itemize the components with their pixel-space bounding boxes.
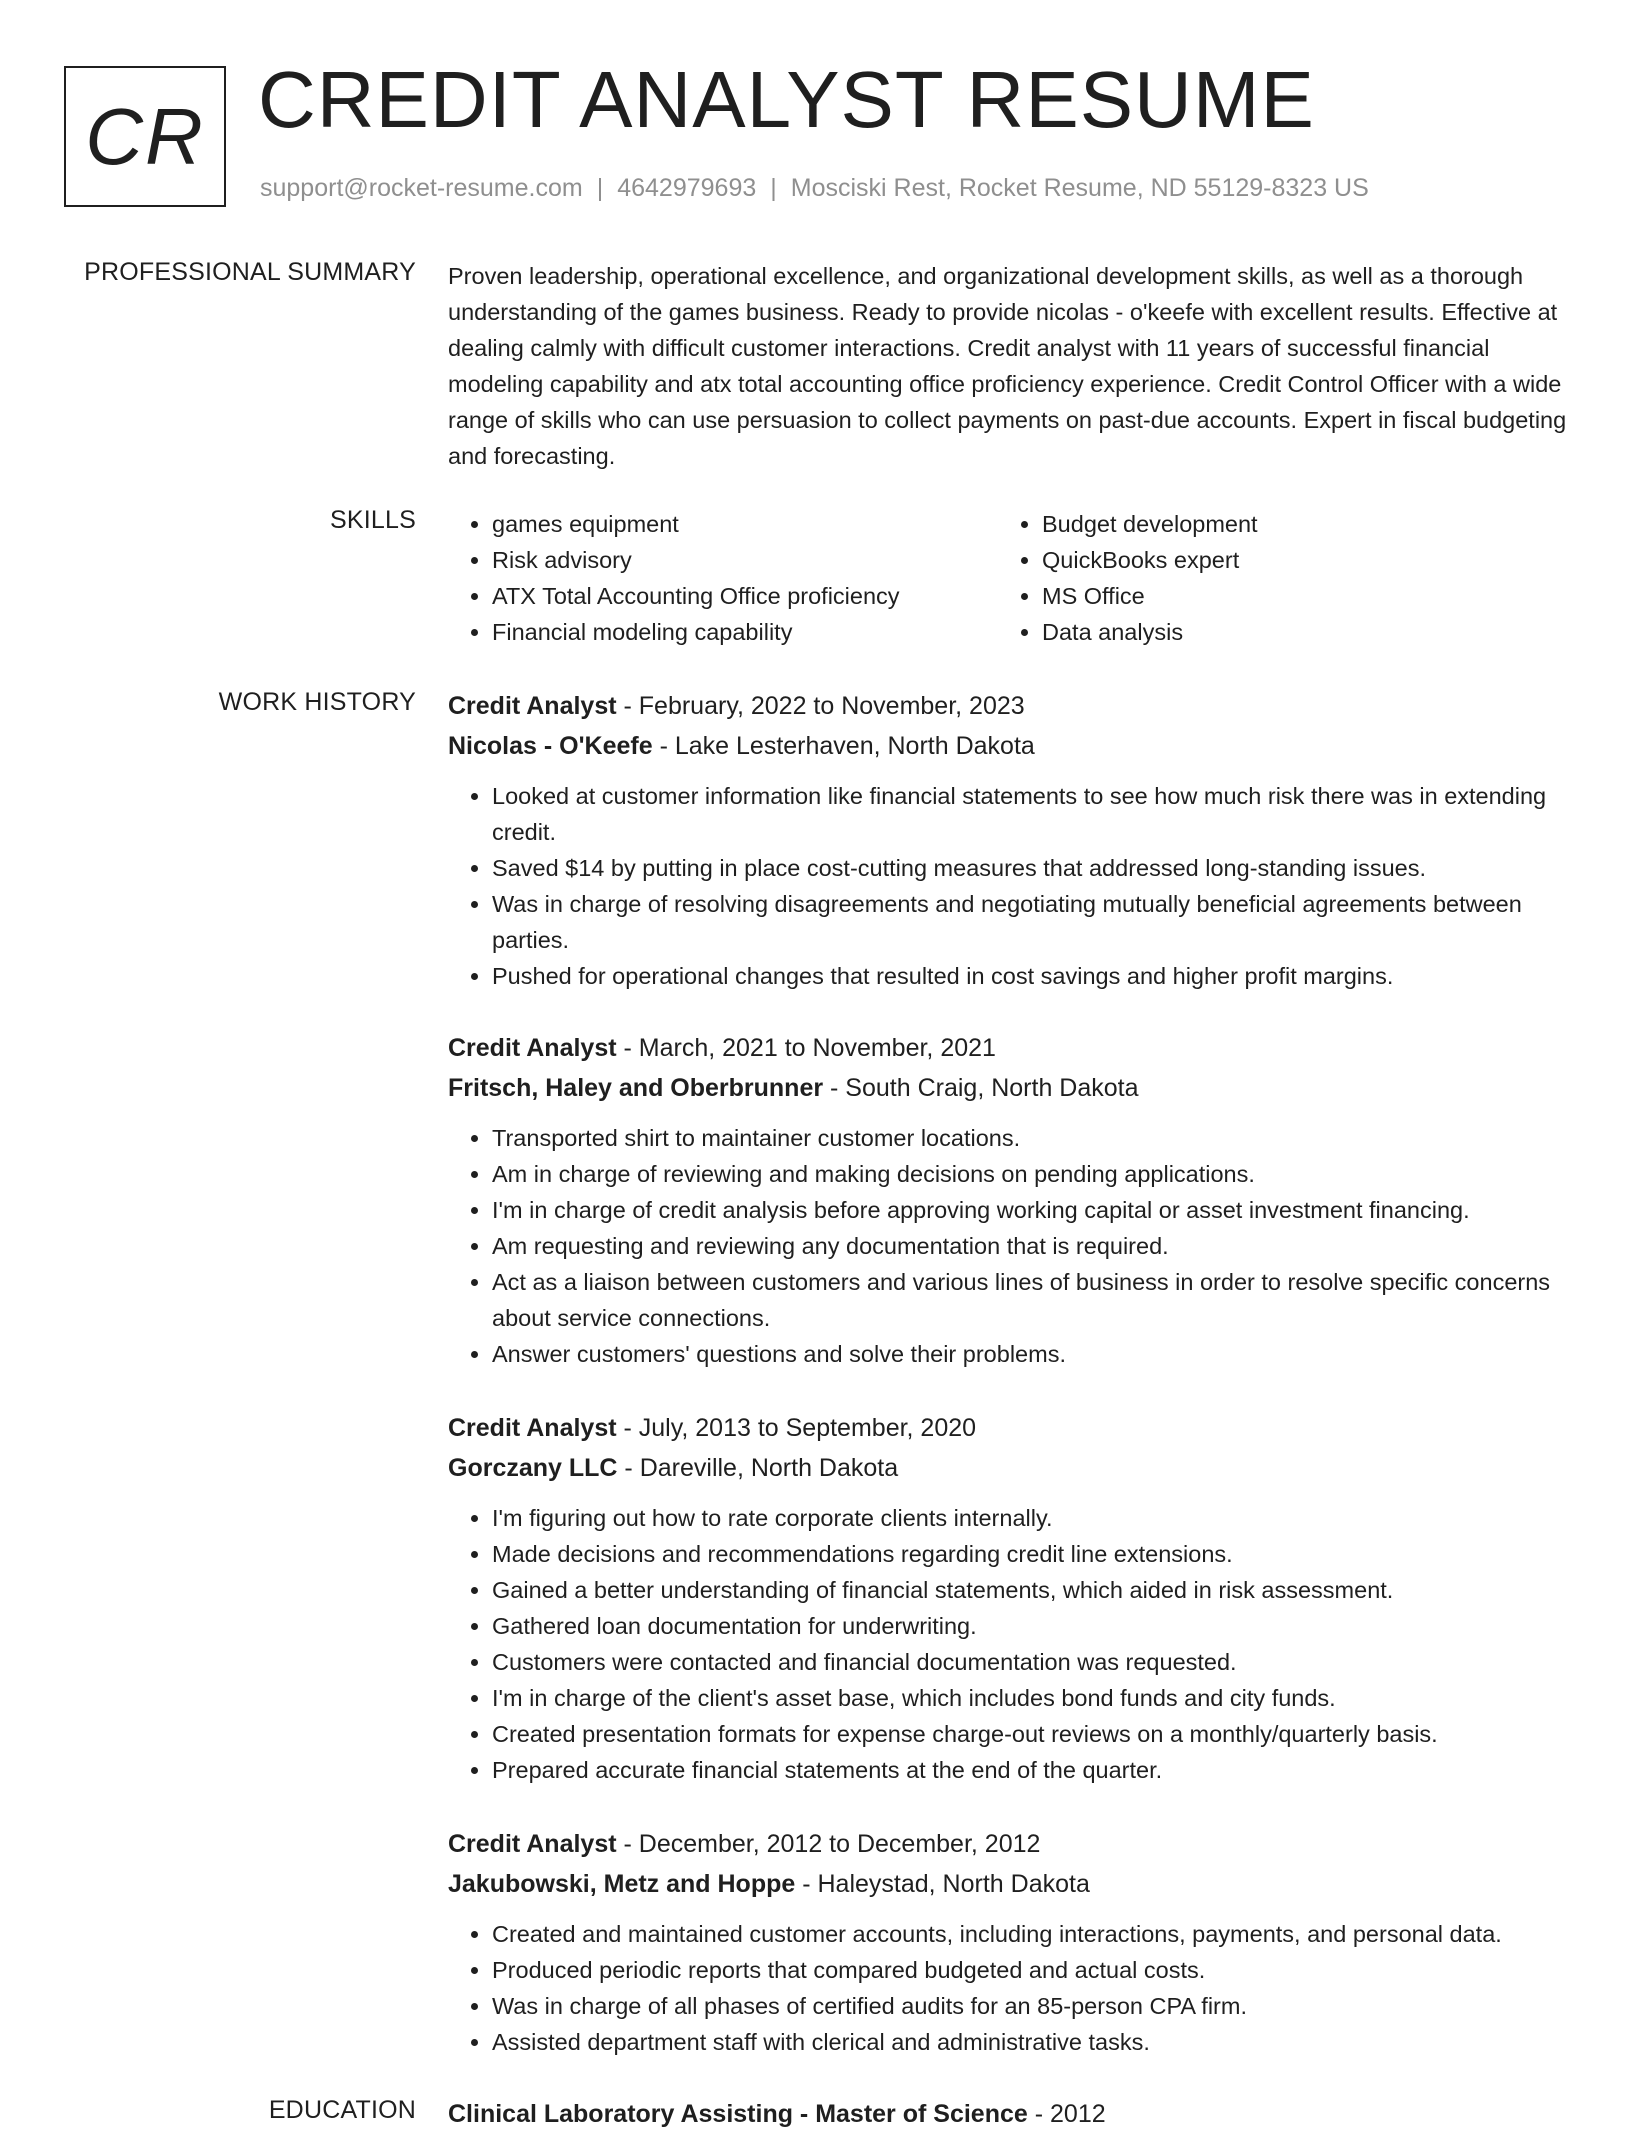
job-dates: - February, 2022 to November, 2023: [616, 692, 1025, 720]
job-bullet: • Act as a liaison between customers and various lines of business in order to resolve specific concerns about service connections.: [492, 1264, 1568, 1336]
skills-grid: [448, 506, 1568, 650]
job-bullet: • Created presentation formats for expense charge-out reviews on a monthly/quarterly basis.: [492, 1716, 1568, 1752]
job-dates: - July, 2013 to September, 2020: [616, 1414, 977, 1442]
education-year: - 2012: [1027, 2100, 1106, 2128]
contact-line: [260, 174, 1369, 203]
job-location: - South Craig, North Dakota: [823, 1074, 1139, 1102]
job-title: Credit Analyst: [448, 1830, 617, 1858]
job-dates: - March, 2021 to November, 2021: [616, 1034, 996, 1062]
job-bullet: • I'm in charge of the client's asset base, which includes bond funds and city funds.: [492, 1680, 1568, 1716]
summary-label: PROFESSIONAL SUMMARY: [84, 258, 416, 286]
job-company-line: [448, 1864, 1568, 1904]
job-location: - Dareville, North Dakota: [617, 1454, 899, 1482]
job-bullet: • Was in charge of resolving disagreements and negotiating mutually beneficial agreements between parties.: [492, 886, 1568, 958]
work-label: WORK HISTORY: [218, 688, 416, 716]
job-bullet: • Prepared accurate financial statements at the end of the quarter.: [492, 1752, 1568, 1788]
job-company: Gorczany LLC: [448, 1454, 618, 1482]
job-bullet: • Answer customers' questions and solve their problems.: [492, 1336, 1568, 1372]
job-title: Credit Analyst: [448, 692, 617, 720]
skills-body: [448, 506, 1568, 650]
job-company-line: [448, 726, 1568, 766]
skill-item: • MS Office: [1042, 578, 1548, 614]
education-degree: Clinical Laboratory Assisting - Master of Science: [448, 2100, 1028, 2128]
job-entry: [448, 1824, 1568, 2060]
skills-label: SKILLS: [330, 506, 416, 534]
job-company-line: [448, 1448, 1568, 1488]
job-bullets: [448, 778, 1568, 994]
job-bullet: • Assisted department staff with clerical and administrative tasks.: [492, 2024, 1568, 2060]
job-location: - Haleystad, North Dakota: [795, 1870, 1090, 1898]
job-bullet: • Made decisions and recommendations regarding credit line extensions.: [492, 1536, 1568, 1572]
job-bullet: • Created and maintained customer accounts, including interactions, payments, and personal data.: [492, 1916, 1568, 1952]
job-company: Fritsch, Haley and Oberbrunner: [448, 1074, 824, 1102]
contact-phone: 4642979693: [617, 174, 757, 202]
job-bullet: • Customers were contacted and financial documentation was requested.: [492, 1644, 1568, 1680]
contact-address: Mosciski Rest, Rocket Resume, ND 55129-8323 US: [790, 174, 1369, 202]
job-company-line: [448, 1068, 1568, 1108]
job-bullet: • Was in charge of all phases of certified audits for an 85-person CPA firm.: [492, 1988, 1568, 2024]
job-entry: [448, 686, 1568, 994]
job-company: Nicolas - O'Keefe: [448, 732, 653, 760]
skill-item: • Budget development: [1042, 506, 1548, 542]
job-bullet: • Am requesting and reviewing any documentation that is required.: [492, 1228, 1568, 1264]
contact-separator: |: [596, 174, 604, 202]
education-label: EDUCATION: [268, 2096, 416, 2124]
job-bullet: • Pushed for operational changes that resulted in cost savings and higher profit margins.: [492, 958, 1568, 994]
job-location: - Lake Lesterhaven, North Dakota: [652, 732, 1035, 760]
job-company: Jakubowski, Metz and Hoppe: [448, 1870, 796, 1898]
page-title: CREDIT ANALYST RESUME: [258, 55, 1315, 144]
job-title-line: [448, 1824, 1568, 1864]
job-entry: [448, 1408, 1568, 1788]
job-bullets: [448, 1120, 1568, 1372]
skills-column-right: [998, 506, 1548, 650]
skill-item: • Risk advisory: [492, 542, 998, 578]
summary-text: Proven leadership, operational excellence, and organizational development skills, as well as a thorough understanding of the games business. Ready to provide nicolas - o'keefe with excellent results. Effective at dealing calmly with difficult customer interactions. Credit analyst with 11 years of successful financial modeling capability and atx total accounting office proficiency experience. Credit Control Officer with a wide range of skills who can use persuasion to collect payments on past-due accounts. Expert in fiscal budgeting and forecasting.: [448, 263, 1567, 469]
skills-column-left: [448, 506, 998, 650]
job-bullet: • I'm in charge of credit analysis before approving working capital or asset investment financing.: [492, 1192, 1568, 1228]
job-bullets: [448, 1916, 1568, 2060]
skill-item: • QuickBooks expert: [1042, 542, 1548, 578]
job-dates: - December, 2012 to December, 2012: [616, 1830, 1041, 1858]
skill-item: • ATX Total Accounting Office proficiency: [492, 578, 998, 614]
job-title-line: [448, 686, 1568, 726]
job-bullet: • Gained a better understanding of financial statements, which aided in risk assessment.: [492, 1572, 1568, 1608]
contact-separator: |: [770, 174, 777, 202]
job-title: Credit Analyst: [448, 1414, 617, 1442]
job-title-line: [448, 1408, 1568, 1448]
job-bullet: • Gathered loan documentation for underwriting.: [492, 1608, 1568, 1644]
job-title: Credit Analyst: [448, 1034, 617, 1062]
monogram: CR: [64, 66, 226, 207]
job-bullet: • Am in charge of reviewing and making decisions on pending applications.: [492, 1156, 1568, 1192]
job-bullet: • Transported shirt to maintainer customer locations.: [492, 1120, 1568, 1156]
education-line: [448, 2094, 1106, 2134]
job-bullets: [448, 1500, 1568, 1788]
job-entry: [448, 1028, 1568, 1372]
skill-item: • Data analysis: [1042, 614, 1548, 650]
skill-item: • Financial modeling capability: [492, 614, 998, 650]
skill-item: • games equipment: [492, 506, 998, 542]
contact-email: support@rocket-resume.com: [260, 174, 583, 202]
summary-body: [448, 258, 1568, 474]
job-bullet: • Saved $14 by putting in place cost-cutting measures that addressed long-standing issues.: [492, 850, 1568, 886]
job-bullet: • Looked at customer information like financial statements to see how much risk there was in extending credit.: [492, 778, 1568, 850]
job-bullet: • Produced periodic reports that compared budgeted and actual costs.: [492, 1952, 1568, 1988]
job-bullet: • I'm figuring out how to rate corporate clients internally.: [492, 1500, 1568, 1536]
job-title-line: [448, 1028, 1568, 1068]
